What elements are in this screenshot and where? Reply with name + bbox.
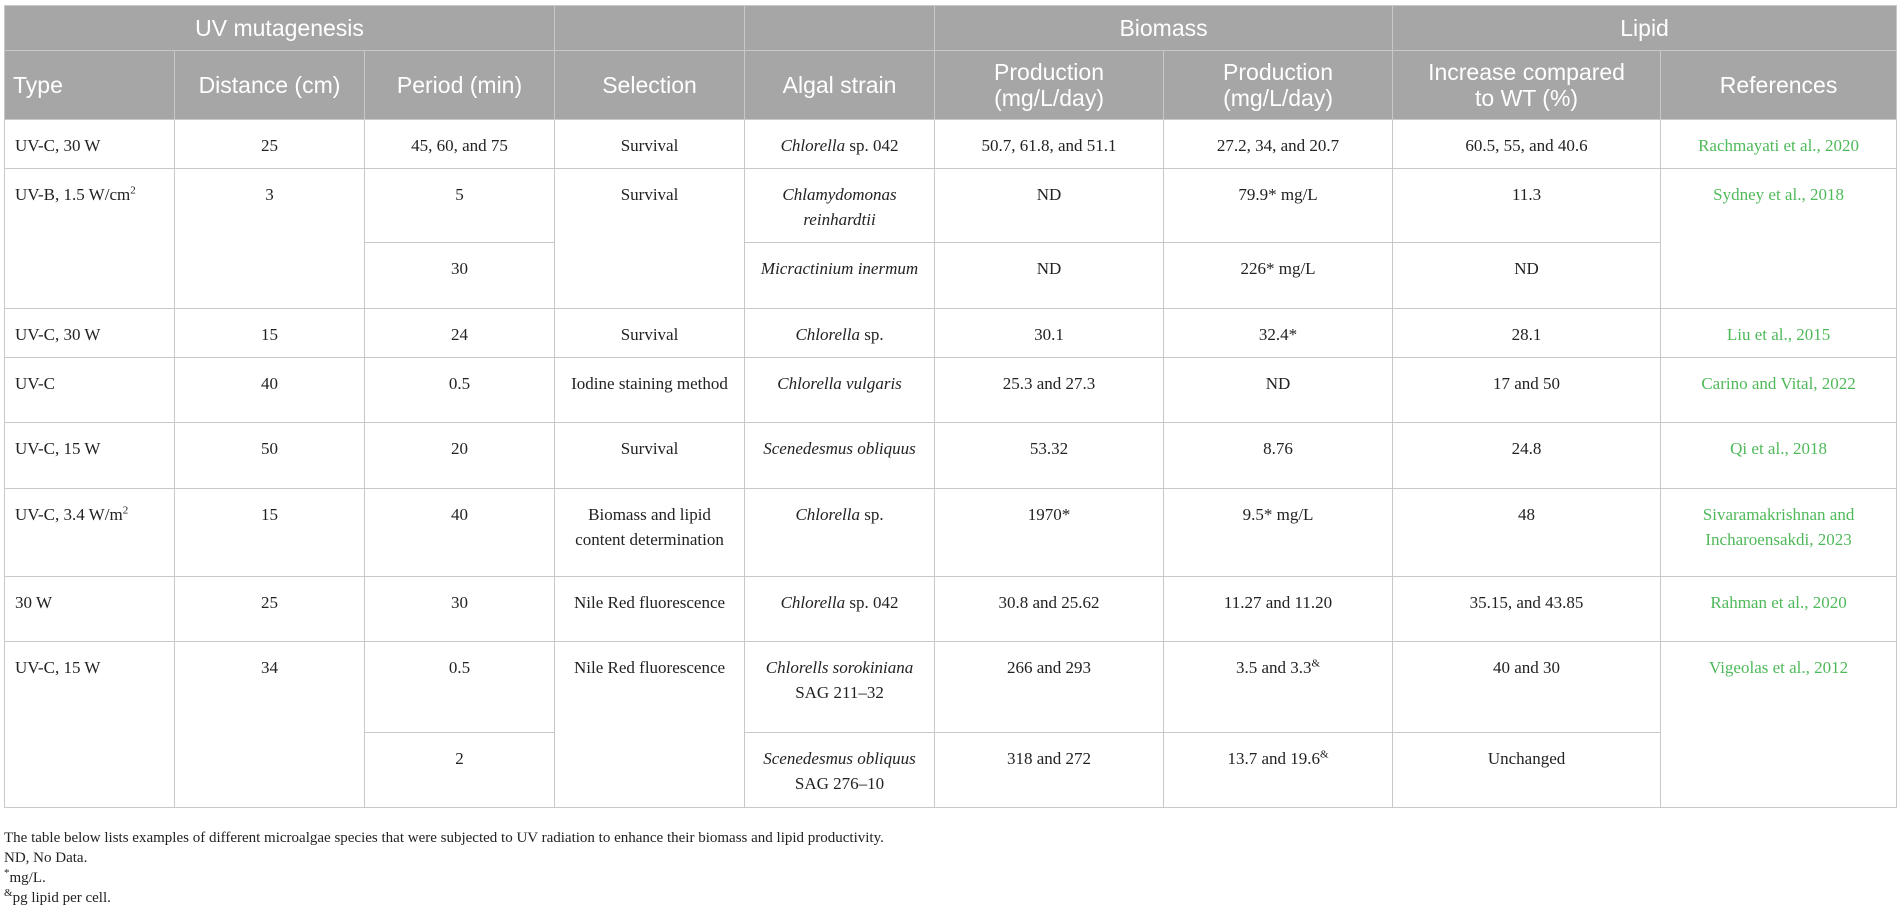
reference-link[interactable]: Sydney et al., 2018 (1661, 169, 1897, 309)
header-distance: Distance (cm) (175, 51, 365, 120)
cell-distance: 25 (175, 120, 365, 169)
footnote-asterisk: *mg/L. (4, 867, 46, 886)
header-increase: Increase compared to WT (%) (1393, 51, 1661, 120)
table-row (5, 577, 1897, 642)
cell-strain: Chlorella vulgaris (745, 358, 935, 423)
cell-biomass: 50.7, 61.8, and 51.1 (935, 120, 1164, 169)
cell-biomass: 318 and 272 (935, 733, 1164, 808)
cell-lipid: 226* mg/L (1164, 243, 1393, 309)
reference-link[interactable]: Rahman et al., 2020 (1661, 577, 1897, 642)
reference-link[interactable]: Carino and Vital, 2022 (1661, 358, 1897, 423)
header-group-lipid: Lipid (1393, 6, 1897, 51)
cell-selection: Survival (555, 423, 745, 489)
header-period: Period (min) (365, 51, 555, 120)
cell-strain: Chlorella sp. (745, 489, 935, 577)
cell-lipid: 3.5 and 3.3& (1164, 642, 1393, 733)
cell-type: UV-C (5, 358, 175, 423)
cell-period: 30 (365, 243, 555, 309)
cell-selection: Survival (555, 169, 745, 309)
cell-strain: Chlamydomonas reinhardtii (745, 169, 935, 243)
cell-biomass: 30.1 (935, 309, 1164, 358)
cell-period: 0.5 (365, 642, 555, 733)
cell-biomass: 25.3 and 27.3 (935, 358, 1164, 423)
table-row (5, 120, 1897, 169)
table-row (5, 169, 1897, 243)
data-table-wrapper (4, 5, 1896, 808)
cell-lipid: 79.9* mg/L (1164, 169, 1393, 243)
cell-increase: 28.1 (1393, 309, 1661, 358)
footnote-nd: ND, No Data. (4, 850, 88, 866)
header-selection: Selection (555, 51, 745, 120)
reference-link[interactable]: Vigeolas et al., 2012 (1661, 642, 1897, 808)
cell-increase: 24.8 (1393, 423, 1661, 489)
cell-period: 30 (365, 577, 555, 642)
cell-lipid: 13.7 and 19.6& (1164, 733, 1393, 808)
table-row (5, 358, 1897, 423)
cell-strain: Micractinium inermum (745, 243, 935, 309)
cell-distance: 50 (175, 423, 365, 489)
header-biomass-production: Production (mg/L/day) (935, 51, 1164, 120)
cell-biomass: 266 and 293 (935, 642, 1164, 733)
cell-strain: Scenedesmus obliquus (745, 423, 935, 489)
table-row (5, 423, 1897, 489)
cell-distance: 34 (175, 642, 365, 808)
table-row (5, 642, 1897, 733)
cell-distance: 3 (175, 169, 365, 309)
reference-link[interactable]: Liu et al., 2015 (1661, 309, 1897, 358)
cell-strain: Chlorella sp. 042 (745, 577, 935, 642)
reference-link[interactable]: Qi et al., 2018 (1661, 423, 1897, 489)
cell-increase: ND (1393, 243, 1661, 309)
cell-increase: 60.5, 55, and 40.6 (1393, 120, 1661, 169)
cell-period: 2 (365, 733, 555, 808)
cell-biomass: 30.8 and 25.62 (935, 577, 1164, 642)
table-caption: The table below lists examples of different microalgae species that were subjected to UV radiation to enhance their biomass and lipid productivity. (4, 830, 884, 846)
reference-link[interactable]: Sivaramakrishnan and Incharoensakdi, 2023 (1661, 489, 1897, 577)
cell-distance: 15 (175, 309, 365, 358)
header-lipid-production: Production (mg/L/day) (1164, 51, 1393, 120)
cell-increase: Unchanged (1393, 733, 1661, 808)
cell-selection: Iodine staining method (555, 358, 745, 423)
cell-selection: Biomass and lipid content determination (555, 489, 745, 577)
cell-increase: 17 and 50 (1393, 358, 1661, 423)
cell-distance: 15 (175, 489, 365, 577)
cell-selection: Survival (555, 309, 745, 358)
cell-strain: Chlorella sp. (745, 309, 935, 358)
cell-lipid: 9.5* mg/L (1164, 489, 1393, 577)
cell-period: 20 (365, 423, 555, 489)
cell-type: UV-C, 30 W (5, 120, 175, 169)
header-group-biomass: Biomass (935, 6, 1393, 51)
cell-period: 0.5 (365, 358, 555, 423)
cell-increase: 48 (1393, 489, 1661, 577)
cell-type: 30 W (5, 577, 175, 642)
header-strain: Algal strain (745, 51, 935, 120)
footnote-ampersand: &pg lipid per cell. (4, 887, 111, 906)
table-row (5, 309, 1897, 358)
cell-increase: 35.15, and 43.85 (1393, 577, 1661, 642)
cell-biomass: 1970* (935, 489, 1164, 577)
cell-selection: Nile Red fluorescence (555, 577, 745, 642)
cell-lipid: 32.4* (1164, 309, 1393, 358)
header-type: Type (5, 51, 175, 120)
cell-strain: Scenedesmus obliquus SAG 276–10 (745, 733, 935, 808)
cell-period: 45, 60, and 75 (365, 120, 555, 169)
cell-lipid: 27.2, 34, and 20.7 (1164, 120, 1393, 169)
cell-type: UV-C, 3.4 $W/m^2$ (5, 489, 175, 577)
header-references: References (1661, 51, 1897, 120)
cell-distance: 40 (175, 358, 365, 423)
cell-lipid: 11.27 and 11.20 (1164, 577, 1393, 642)
cell-type: UV-C, 15 W (5, 642, 175, 808)
cell-period: 5 (365, 169, 555, 243)
cell-type: UV-C, 30 W (5, 309, 175, 358)
cell-biomass: 53.32 (935, 423, 1164, 489)
cell-period: 24 (365, 309, 555, 358)
cell-increase: 40 and 30 (1393, 642, 1661, 733)
header-group-uv: UV mutagenesis (5, 6, 555, 51)
cell-distance: 25 (175, 577, 365, 642)
cell-lipid: ND (1164, 358, 1393, 423)
cell-strain: Chlorells sorokiniana SAG 211–32 (745, 642, 935, 733)
cell-strain: Chlorella sp. 042 (745, 120, 935, 169)
cell-biomass: ND (935, 243, 1164, 309)
cell-type: UV-C, 15 W (5, 423, 175, 489)
cell-type: UV-B, 1.5 $W/cm^2$ (5, 169, 175, 309)
reference-link[interactable]: Rachmayati et al., 2020 (1661, 120, 1897, 169)
uv-mutagenesis-table (4, 5, 1897, 808)
table-row (5, 489, 1897, 577)
header-group-empty-2 (745, 6, 935, 51)
cell-increase: 11.3 (1393, 169, 1661, 243)
cell-selection: Survival (555, 120, 745, 169)
cell-period: 40 (365, 489, 555, 577)
table-footnotes (4, 828, 1884, 908)
cell-selection: Nile Red fluorescence (555, 642, 745, 808)
cell-biomass: ND (935, 169, 1164, 243)
cell-lipid: 8.76 (1164, 423, 1393, 489)
header-group-empty-1 (555, 6, 745, 51)
